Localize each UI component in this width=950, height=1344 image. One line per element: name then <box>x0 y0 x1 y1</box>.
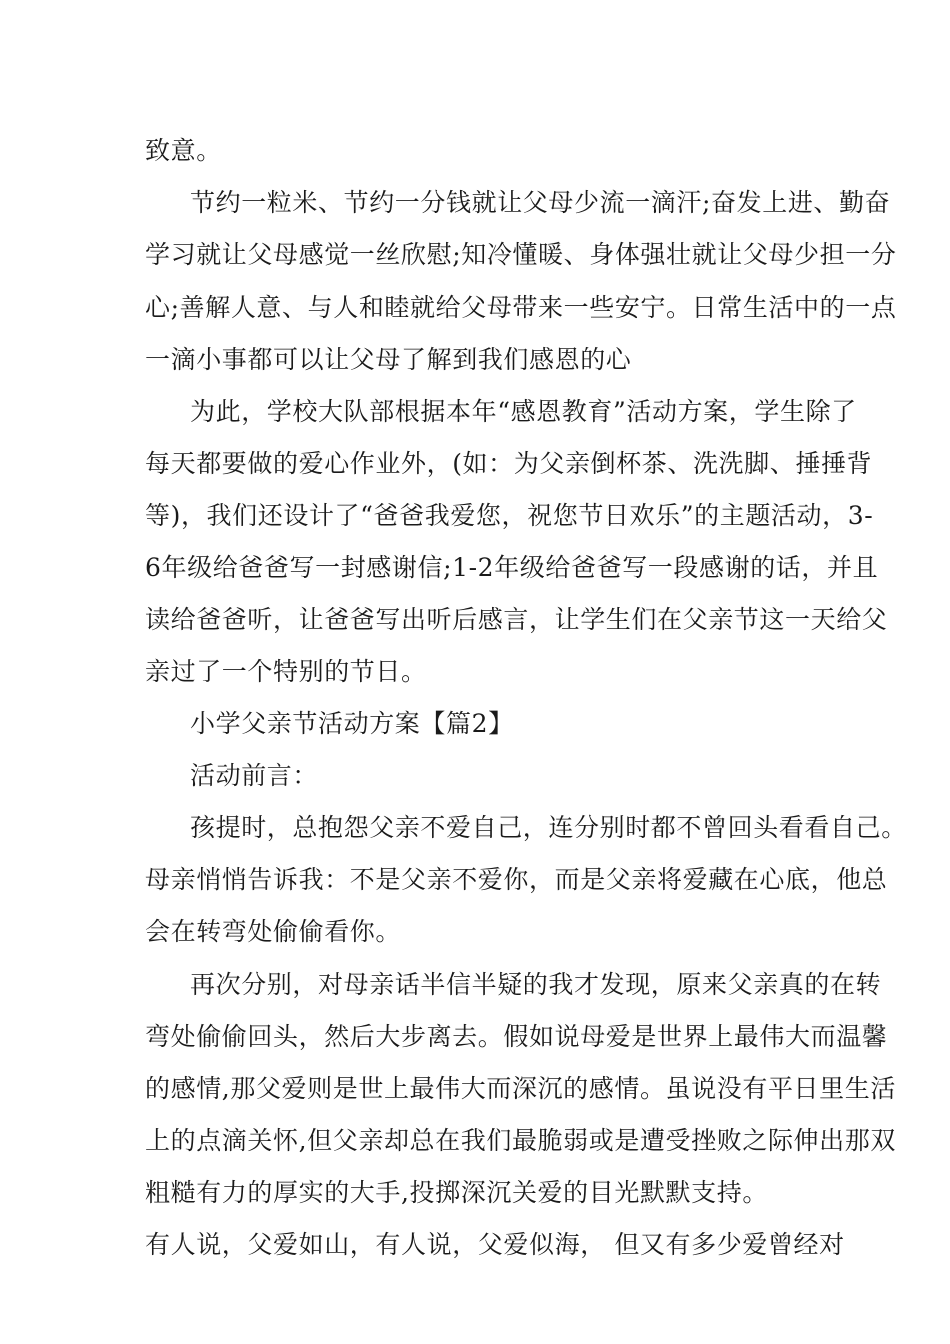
text-line: 心;善解人意、与人和睦就给父母带来一些安宁。日常生活中的一点 <box>145 293 897 322</box>
text-line: 每天都要做的爱心作业外，(如：为父亲倒杯茶、洗洗脚、捶捶背 <box>145 449 873 478</box>
text-line: 读给爸爸听，让爸爸写出听后感言，让学生们在父亲节这一天给父 <box>145 605 888 634</box>
paragraph-first-line: 有人说，父爱如山，有人说，父爱似海， 但又有多少爱曾经对 <box>145 1230 845 1259</box>
text-line: 弯处偷偷回头，然后大步离去。假如说母爱是世界上最伟大而温馨 <box>145 1022 888 1051</box>
subsection-label: 活动前言： <box>190 761 319 790</box>
paragraph-first-line: 为此，学校大队部根据本年“感恩教育”活动方案，学生除了 <box>190 397 857 426</box>
paragraph-first-line: 节约一粒米、节约一分钱就让父母少流一滴汗;奋发上进、勤奋 <box>190 188 891 217</box>
text-line: 上的点滴关怀,但父亲却总在我们最脆弱或是遭受挫败之际伸出那双 <box>145 1126 896 1155</box>
text-line: 致意。 <box>145 136 222 165</box>
text-line: 学习就让父母感觉一丝欣慰;知冷懂暖、身体强壮就让父母少担一分 <box>145 240 897 269</box>
text-line: 会在转弯处偷偷看你。 <box>145 917 402 946</box>
text-line: 亲过了一个特别的节日。 <box>145 657 427 686</box>
text-line: 的感情,那父爱则是世上最伟大而深沉的感情。虽说没有平日里生活 <box>145 1074 896 1103</box>
text-line: 粗糙有力的厚实的大手,投掷深沉关爱的目光默默支持。 <box>145 1178 768 1207</box>
paragraph-first-line: 再次分别，对母亲话半信半疑的我才发现，原来父亲真的在转 <box>190 970 882 999</box>
paragraph-first-line: 孩提时，总抱怨父亲不爱自己，连分别时都不曾回头看看自己。 <box>190 813 907 842</box>
text-line: 一滴小事都可以让父母了解到我们感恩的心 <box>145 345 632 374</box>
text-line: 等)，我们还设计了“爸爸我爱您，祝您节日欢乐”的主题活动，3- <box>145 501 874 530</box>
section-heading: 小学父亲节活动方案【篇2】 <box>190 709 514 738</box>
text-line: 母亲悄悄告诉我：不是父亲不爱你，而是父亲将爱藏在心底，他总 <box>145 865 888 894</box>
text-line: 6年级给爸爸写一封感谢信;1-2年级给爸爸写一段感谢的话，并且 <box>145 553 879 582</box>
